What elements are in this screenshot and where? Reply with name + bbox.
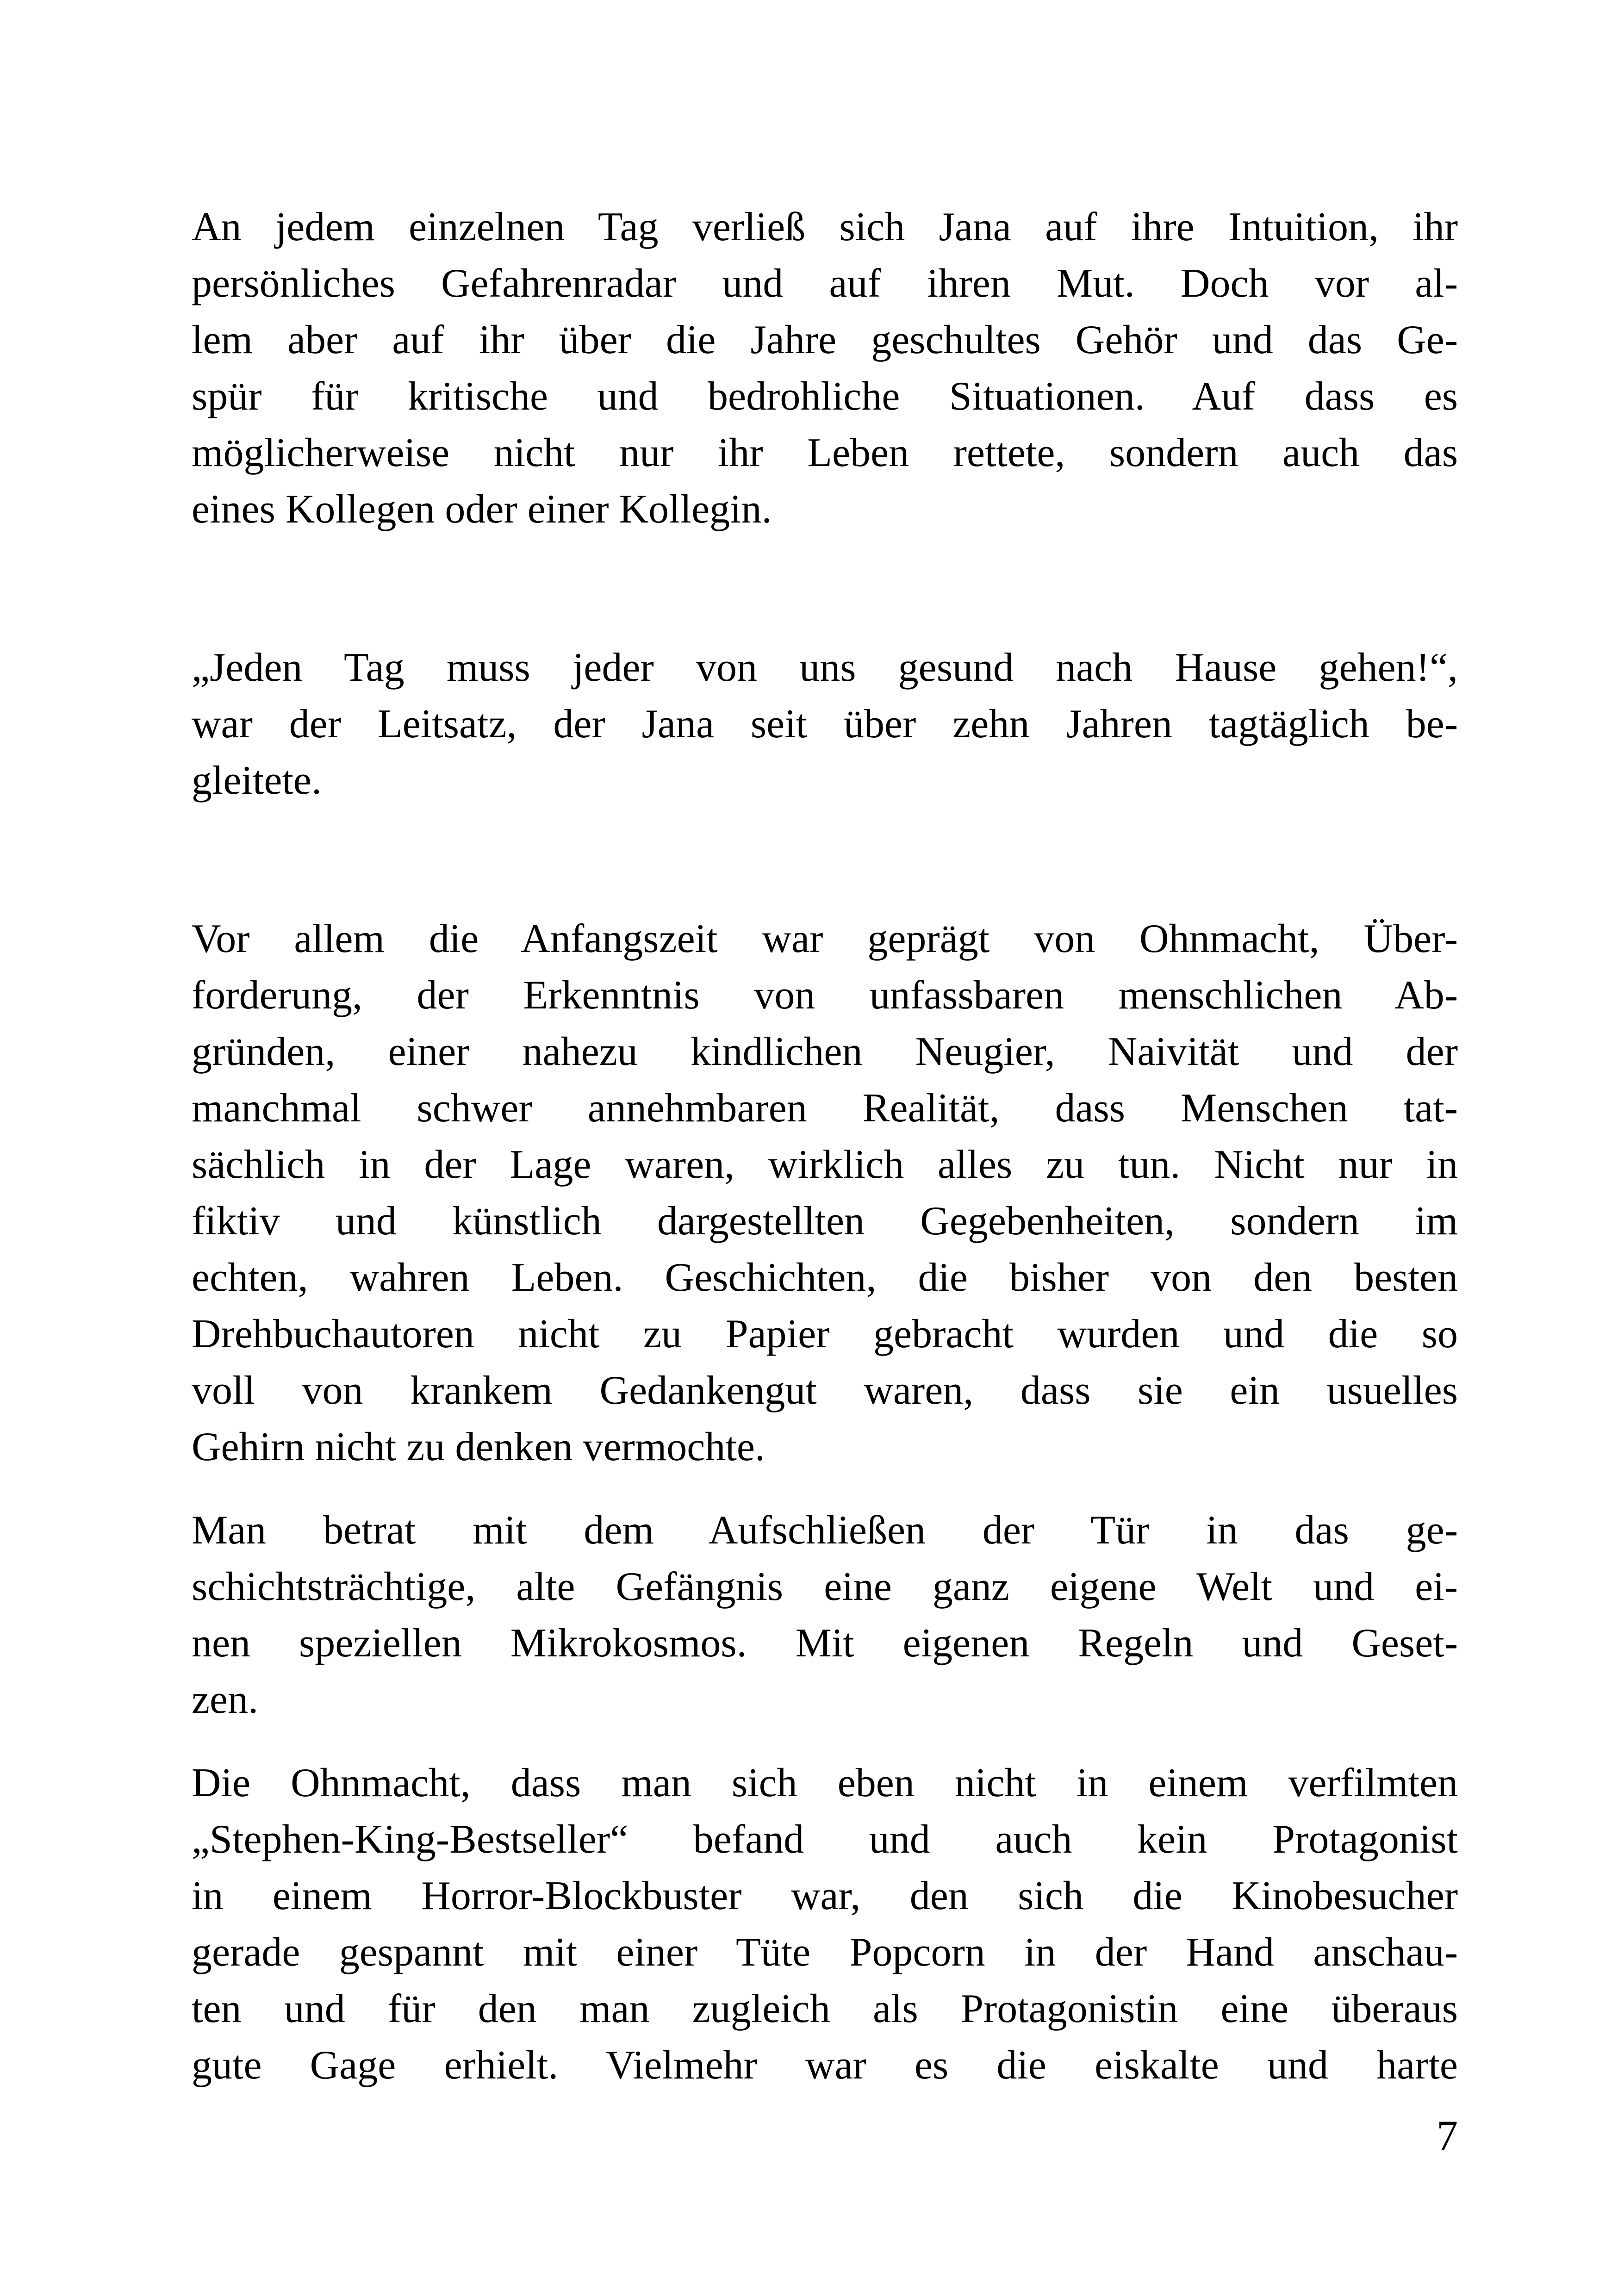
text-line: „Jeden Tag muss jeder von uns gesund nach Hause gehen!“,	[192, 645, 1458, 690]
text-line: zen.	[192, 1677, 259, 1722]
text-line: echten, wahren Leben. Geschichten, die bisher von den besten	[192, 1255, 1458, 1300]
text-line: in einem Horror-Blockbuster war, den sich die Kinobesucher	[192, 1873, 1458, 1918]
paragraph	[192, 640, 1458, 809]
paragraph	[192, 911, 1458, 1475]
text-line: „Stephen-King-Bestseller“ befand und auch kein Protagonist	[192, 1817, 1458, 1862]
text-line: forderung, der Erkenntnis von unfassbaren menschlichen Ab-	[192, 973, 1458, 1018]
text-line: gerade gespannt mit einer Tüte Popcorn in der Hand anschau-	[192, 1930, 1458, 1975]
text-line: gründen, einer nahezu kindlichen Neugier, Naivität und der	[192, 1029, 1458, 1074]
text-line: ten und für den man zugleich als Protagonistin eine überaus	[192, 1986, 1458, 2031]
text-line: Man betrat mit dem Aufschließen der Tür in das ge-	[192, 1508, 1458, 1553]
text-line: lem aber auf ihr über die Jahre geschultes Gehör und das Ge-	[192, 317, 1458, 362]
text-line: manchmal schwer annehmbaren Realität, dass Menschen tat-	[192, 1086, 1458, 1131]
text-line: schichtsträchtige, alte Gefängnis eine ganz eigene Welt und ei-	[192, 1564, 1458, 1609]
text-line: Vor allem die Anfangszeit war geprägt von Ohnmacht, Über-	[192, 916, 1458, 961]
paragraph	[192, 1502, 1458, 1728]
page-text-block	[192, 199, 1458, 2094]
text-line: persönliches Gefahrenradar und auf ihren Mut. Doch vor al-	[192, 261, 1458, 306]
text-line: Drehbuchautoren nicht zu Papier gebracht wurden und die so	[192, 1312, 1458, 1356]
text-line: gleitete.	[192, 758, 322, 803]
text-line: sächlich in der Lage waren, wirklich alles zu tun. Nicht nur in	[192, 1142, 1458, 1187]
text-line: voll von krankem Gedankengut waren, dass sie ein usuelles	[192, 1368, 1458, 1413]
text-line: spür für kritische und bedrohliche Situationen. Auf dass es	[192, 374, 1458, 419]
text-line: Gehirn nicht zu denken vermochte.	[192, 1425, 765, 1469]
page-number: 7	[1437, 2112, 1458, 2159]
text-line: gute Gage erhielt. Vielmehr war es die eiskalte und harte	[192, 2043, 1458, 2088]
text-line: eines Kollegen oder einer Kollegin.	[192, 487, 772, 532]
text-line: nen speziellen Mikrokosmos. Mit eigenen Regeln und Geset-	[192, 1621, 1458, 1666]
paragraph	[192, 199, 1458, 538]
text-line: war der Leitsatz, der Jana seit über zehn Jahren tagtäglich be-	[192, 702, 1458, 747]
text-line: möglicherweise nicht nur ihr Leben rettete, sondern auch das	[192, 430, 1458, 475]
paragraph	[192, 1755, 1458, 2094]
text-line: An jedem einzelnen Tag verließ sich Jana auf ihre Intuition, ihr	[192, 205, 1458, 249]
text-line: Die Ohnmacht, dass man sich eben nicht in einem verfilmten	[192, 1761, 1458, 1805]
text-line: fiktiv und künstlich dargestellten Gegebenheiten, sondern im	[192, 1199, 1458, 1244]
